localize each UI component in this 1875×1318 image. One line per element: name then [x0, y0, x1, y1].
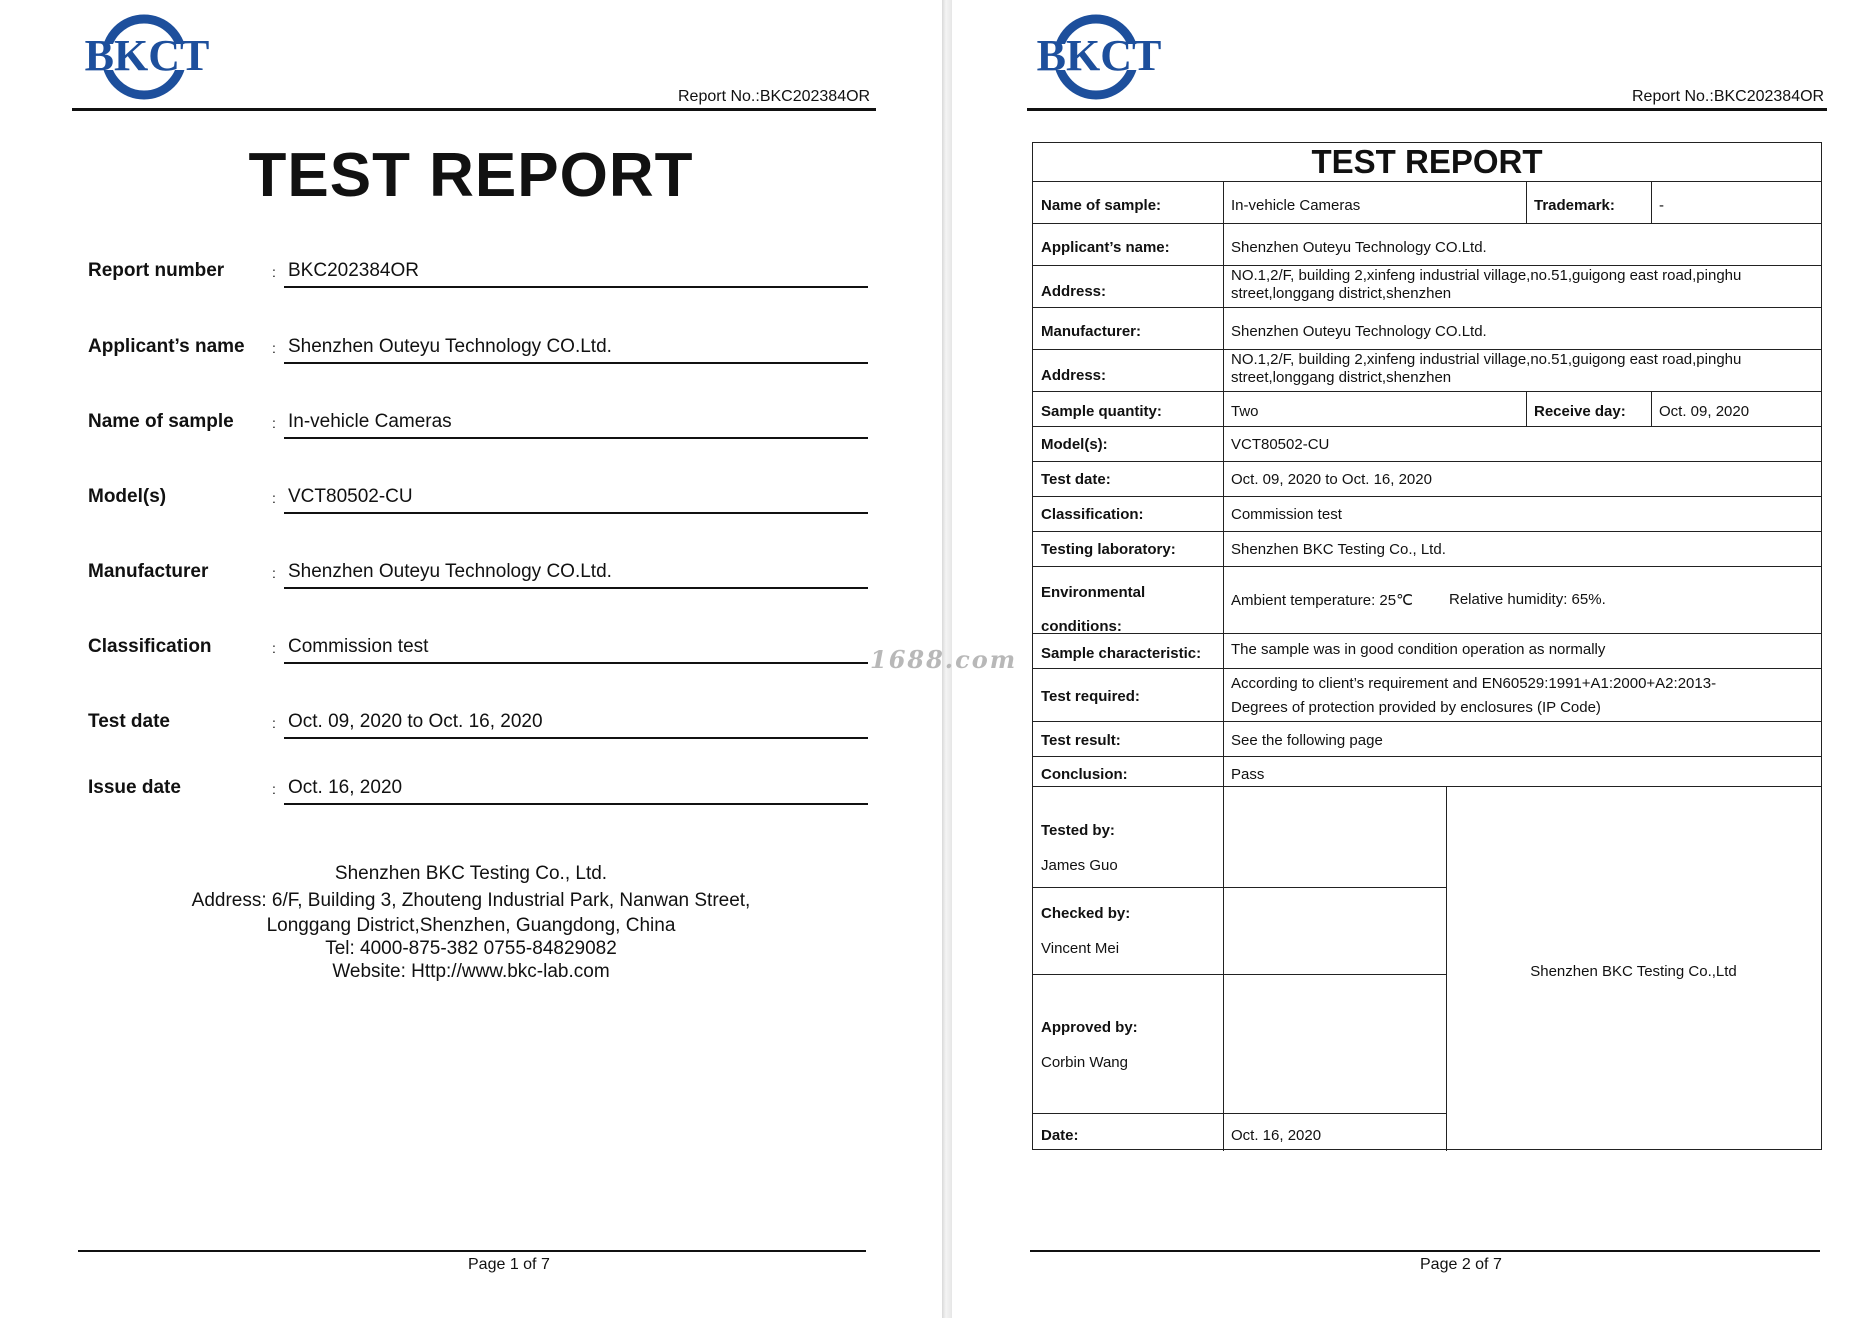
bkct-logo	[1024, 12, 1174, 102]
report-number-header: Report No.:BKC202384OR	[678, 88, 871, 105]
field-label: Applicant’s name	[88, 336, 245, 357]
approved-by-name: Corbin Wang	[1041, 1054, 1128, 1071]
row-value: Shenzhen Outeyu Technology CO.Ltd.	[1231, 323, 1487, 340]
field-applicant-name	[88, 330, 868, 370]
field-value: Commission test	[288, 636, 429, 657]
table-title: TEST REPORT	[1033, 143, 1821, 182]
report-summary-table	[1032, 142, 1822, 1150]
table-row-sample-characteristic	[1033, 633, 1821, 669]
report-number-header: Report No.:BKC202384OR	[1632, 88, 1825, 105]
approved-by-label: Approved by:	[1041, 1019, 1138, 1036]
field-report-number	[88, 254, 868, 294]
signature-area	[1033, 786, 1821, 1149]
row-label: Classification:	[1041, 506, 1144, 523]
svg-text:BKCT: BKCT	[1036, 31, 1162, 80]
row-value	[1231, 351, 1741, 387]
row-label: Sample characteristic:	[1041, 645, 1202, 662]
row-label: Manufacturer:	[1041, 323, 1142, 340]
address-line-1: NO.1,2/F, building 2,xinfeng industrial village,no.51,guigong east road,pinghu	[1231, 267, 1742, 284]
field-value: BKC202384OR	[288, 260, 419, 281]
field-colon: :	[272, 490, 276, 506]
field-label: Manufacturer	[88, 561, 209, 582]
svg-text:BKCT: BKCT	[84, 31, 210, 80]
row-value: Pass	[1231, 766, 1265, 783]
company-stamp-text: Shenzhen BKC Testing Co.,Ltd	[1530, 963, 1737, 980]
row-label: Testing laboratory:	[1041, 541, 1176, 558]
field-label: Issue date	[88, 777, 181, 798]
field-manufacturer	[88, 555, 868, 595]
row-label-line-2: conditions:	[1041, 618, 1122, 635]
table-row-applicant	[1033, 223, 1821, 266]
row-value: Oct. 09, 2020 to Oct. 16, 2020	[1231, 471, 1432, 488]
field-value: In-vehicle Cameras	[288, 411, 452, 432]
page-number: Page 2 of 7	[1420, 1256, 1502, 1273]
field-value: VCT80502-CU	[288, 486, 413, 507]
checked-by-name: Vincent Mei	[1041, 940, 1120, 957]
address-line-2: street,longgang district,shenzhen	[1231, 369, 1452, 386]
company-name: Shenzhen BKC Testing Co., Ltd.	[334, 863, 608, 884]
watermark: 1688.com	[870, 645, 1018, 674]
field-colon: :	[272, 565, 276, 581]
header-rule	[1027, 108, 1827, 111]
field-colon: :	[272, 781, 276, 797]
table-row-environmental-conditions	[1033, 566, 1821, 634]
row-value: Commission test	[1231, 506, 1342, 523]
table-row-sample-quantity	[1033, 391, 1821, 427]
field-label: Classification	[88, 636, 212, 657]
table-row-manufacturer	[1033, 307, 1821, 350]
field-colon: :	[272, 715, 276, 731]
footer-rule	[78, 1250, 866, 1252]
row-value	[1231, 672, 1716, 720]
row-label: Receive day:	[1534, 403, 1626, 420]
row-value	[1231, 267, 1741, 303]
date-label: Date:	[1041, 1127, 1079, 1144]
field-colon: :	[272, 640, 276, 656]
address-line-2: street,longgang district,shenzhen	[1231, 285, 1452, 302]
header-rule	[72, 108, 876, 111]
field-value: Shenzhen Outeyu Technology CO.Ltd.	[288, 336, 612, 357]
row-label: Sample quantity:	[1041, 403, 1162, 420]
tested-by-name: James Guo	[1041, 857, 1118, 874]
company-telephone: Tel: 4000-875-382 0755-84829082	[325, 938, 617, 959]
field-value: Oct. 09, 2020 to Oct. 16, 2020	[288, 711, 543, 732]
field-underline	[284, 286, 868, 288]
address-line-1: NO.1,2/F, building 2,xinfeng industrial village,no.51,guigong east road,pinghu	[1231, 351, 1742, 368]
row-label: Test required:	[1041, 688, 1140, 705]
row-value: -	[1659, 197, 1664, 214]
field-label: Report number	[88, 260, 225, 281]
field-models	[88, 480, 868, 520]
row-value: Oct. 09, 2020	[1659, 403, 1750, 420]
field-label: Test date	[88, 711, 171, 732]
row-label: Conclusion:	[1041, 766, 1128, 783]
field-label: Model(s)	[88, 486, 167, 507]
company-address-block	[0, 860, 942, 984]
page-number: Page 1 of 7	[468, 1256, 550, 1273]
field-classification	[88, 630, 868, 670]
field-underline	[284, 437, 868, 439]
row-label: Test date:	[1041, 471, 1111, 488]
table-row-test-required	[1033, 668, 1821, 722]
table-row-manufacturer-address	[1033, 349, 1821, 392]
tested-by-label: Tested by:	[1041, 822, 1115, 839]
row-value: Shenzhen Outeyu Technology CO.Ltd.	[1231, 239, 1487, 256]
row-value: Shenzhen BKC Testing Co., Ltd.	[1231, 541, 1446, 558]
table-row-applicant-address	[1033, 265, 1821, 308]
relative-humidity: Relative humidity: 65%.	[1449, 591, 1606, 608]
table-row-test-date	[1033, 461, 1821, 497]
row-value: VCT80502-CU	[1231, 436, 1330, 453]
field-underline	[284, 737, 868, 739]
page-title: TEST REPORT	[248, 141, 694, 210]
row-label: Trademark:	[1534, 197, 1615, 214]
row-value: In-vehicle Cameras	[1231, 197, 1361, 214]
table-row-conclusion	[1033, 756, 1821, 787]
bkct-logo	[72, 12, 222, 102]
row-value: The sample was in good condition operation as normally	[1231, 641, 1606, 658]
row-label: Name of sample:	[1041, 197, 1162, 214]
field-colon: :	[272, 415, 276, 431]
footer-rule	[1030, 1250, 1820, 1252]
test-required-line-1: According to client’s requirement and EN60529:1991+A1:2000+A2:2013-	[1231, 675, 1717, 692]
field-value: Oct. 16, 2020	[288, 777, 403, 798]
ambient-temperature: Ambient temperature: 25℃	[1231, 592, 1413, 609]
report-page-2	[952, 0, 1875, 1318]
checked-by-label: Checked by:	[1041, 905, 1131, 922]
field-value: Shenzhen Outeyu Technology CO.Ltd.	[288, 561, 612, 582]
date-value: Oct. 16, 2020	[1231, 1127, 1322, 1144]
company-website: Website: Http://www.bkc-lab.com	[332, 961, 610, 982]
field-issue-date	[88, 771, 868, 811]
table-row-test-result	[1033, 721, 1821, 757]
field-underline	[284, 662, 868, 664]
field-underline	[284, 512, 868, 514]
field-test-date	[88, 705, 868, 745]
row-label: Applicant’s name:	[1041, 239, 1170, 256]
table-row-sample-name	[1033, 181, 1821, 224]
field-colon: :	[272, 264, 276, 280]
field-underline	[284, 587, 868, 589]
field-underline	[284, 803, 868, 805]
field-label: Name of sample	[88, 411, 234, 432]
row-label: Address:	[1041, 283, 1107, 300]
row-label-line-1: Environmental	[1041, 584, 1146, 601]
field-underline	[284, 362, 868, 364]
table-row-models	[1033, 426, 1821, 462]
company-address-line-1: Address: 6/F, Building 3, Zhouteng Industrial Park, Nanwan Street,	[191, 890, 751, 911]
field-name-of-sample	[88, 405, 868, 445]
row-label: Address:	[1041, 367, 1107, 384]
table-row-classification	[1033, 496, 1821, 532]
field-colon: :	[272, 340, 276, 356]
table-row-testing-laboratory	[1033, 531, 1821, 567]
row-value: See the following page	[1231, 732, 1383, 749]
row-label: Test result:	[1041, 732, 1121, 749]
row-value: Two	[1231, 403, 1259, 420]
company-address-line-2: Longgang District,Shenzhen, Guangdong, China	[266, 915, 676, 936]
row-label: Model(s):	[1041, 436, 1108, 453]
test-required-line-2: Degrees of protection provided by enclosures (IP Code)	[1231, 699, 1601, 716]
